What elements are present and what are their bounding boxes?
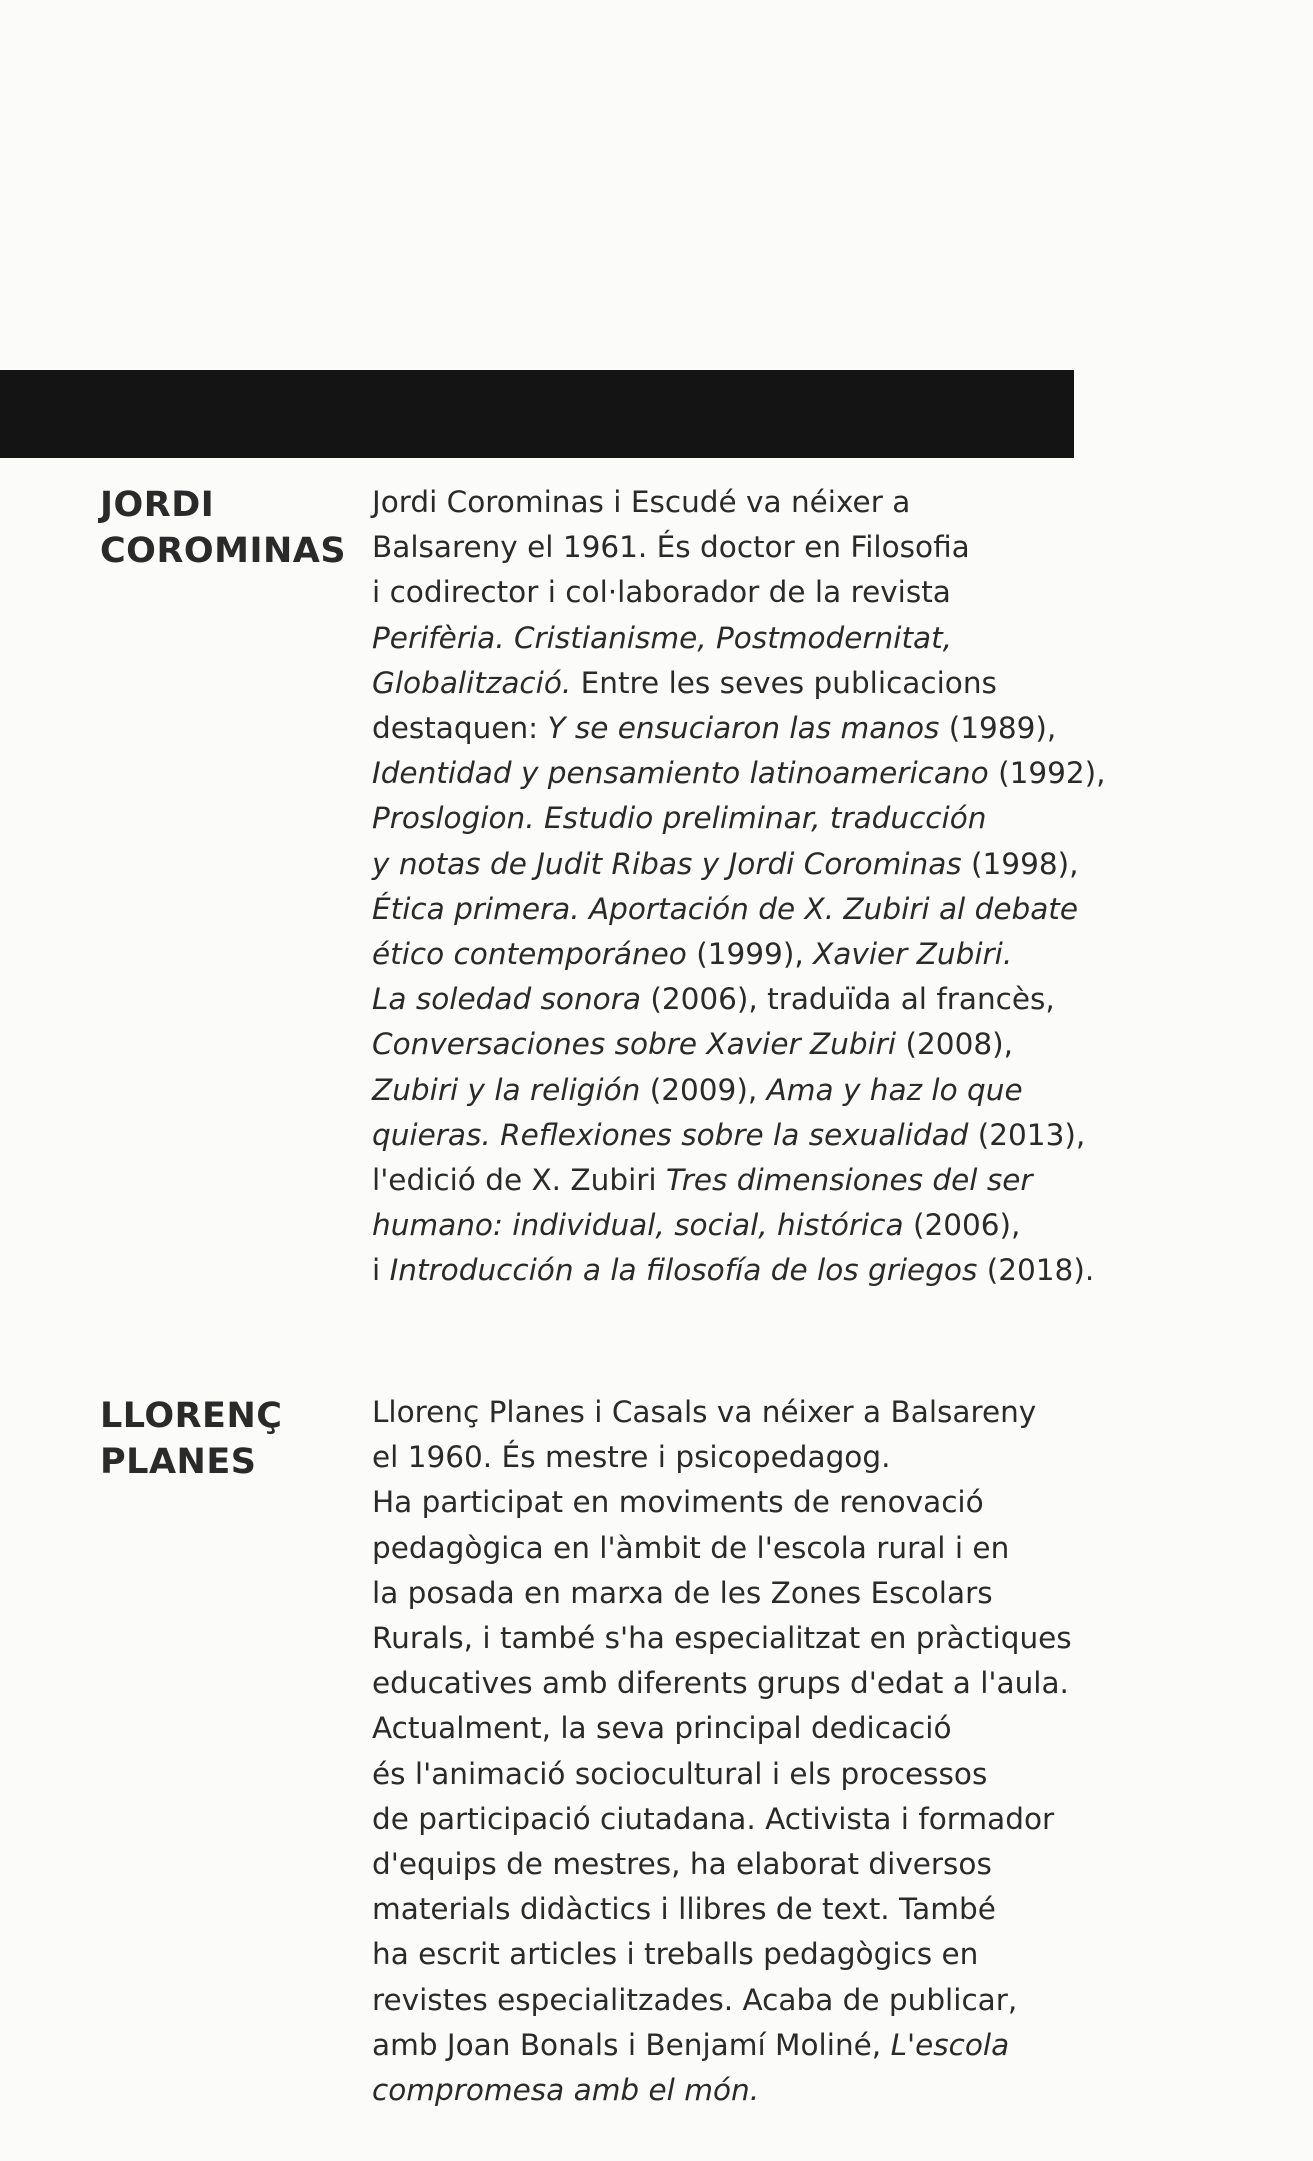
bio-italic-text: y notas de Judit Ribas y Jordi Corominas: [372, 846, 962, 881]
bio-italic-text: Proslogion. Estudio preliminar, traducción: [372, 801, 987, 836]
bio-line: [372, 1435, 1112, 1480]
bio-line: [372, 751, 1112, 796]
bio-text: (2018).: [977, 1253, 1095, 1288]
bio-italic-text: Zubiri y la religión: [372, 1072, 641, 1107]
bio-italic-text: Ama y haz lo que: [766, 1072, 1023, 1107]
bio-line: [372, 1248, 1112, 1293]
bio-italic-text: ético contemporáneo: [372, 937, 687, 972]
bio-text: Balsareny el 1961. És doctor en Filosofia: [372, 530, 970, 565]
bio-text: (1999),: [686, 937, 814, 972]
bio-italic-text: Globalització.: [372, 665, 572, 700]
bio-text: ha escrit articles i treballs pedagògics en: [372, 1937, 979, 1972]
bio-text: revistes especialitzades. Acaba de publicar,: [372, 1982, 1018, 2017]
bio-line: [372, 1842, 1112, 1887]
bio-italic-text: quieras. Reflexiones sobre la sexualidad: [372, 1117, 969, 1152]
bio-italic-text: Introducción a la filosofía de los griegos: [389, 1253, 978, 1288]
bio-line: [372, 480, 1112, 525]
bio-text: i codirector i col·laborador de la revista: [372, 575, 951, 610]
bio-text: (2006), traduïda al francès,: [640, 982, 1055, 1017]
bio-text: materials didàctics i llibres de text. També: [372, 1892, 996, 1927]
bio-italic-text: compromesa amb el món.: [372, 2073, 760, 2108]
bio-line: [372, 2023, 1112, 2068]
bio-line: [372, 1158, 1112, 1203]
bio-text: (1989),: [939, 711, 1057, 746]
bio-text: de participació ciutadana. Activista i formador: [372, 1801, 1055, 1836]
bio-italic-text: Perifèria. Cristianisme, Postmodernitat,: [372, 620, 953, 655]
bio-text: la posada en marxa de les Zones Escolars: [372, 1575, 993, 1610]
bio-italic-text: Y se ensuciaron las manos: [547, 711, 940, 746]
bio-line: [372, 2068, 1112, 2113]
bio-line: [372, 1390, 1112, 1435]
bio-line: [372, 977, 1112, 1022]
bio-text: (2009),: [640, 1072, 767, 1107]
bio-text: el 1960. És mestre i psicopedagog.: [372, 1440, 891, 1475]
bio-line: [372, 1480, 1112, 1525]
bio-line: [372, 1706, 1112, 1751]
bio-line: [372, 1797, 1112, 1842]
bio-italic-text: Identidad y pensamiento latinoamericano: [372, 756, 989, 791]
bio-line: [372, 1113, 1112, 1158]
bio-text: educatives amb diferents grups d'edat a l'aula.: [372, 1666, 1069, 1701]
author-last-name: PLANES: [100, 1442, 257, 1482]
bio-italic-text: La soledad sonora: [372, 982, 641, 1017]
bio-text: (2008),: [896, 1027, 1013, 1062]
bio-text: pedagògica en l'àmbit de l'escola rural i en: [372, 1530, 1010, 1565]
bio-line: [372, 1661, 1112, 1706]
bio-italic-text: Xavier Zubiri.: [813, 937, 1013, 972]
bio-text: (1998),: [961, 846, 1079, 881]
bio-line: [372, 1752, 1112, 1797]
bio-line: [372, 932, 1112, 977]
bio-text: destaquen:: [372, 711, 548, 746]
bio-text: Jordi Corominas i Escudé va néixer a: [372, 485, 911, 519]
bio-line: [372, 525, 1112, 570]
bio-line: [372, 796, 1112, 841]
bio-line: [372, 1978, 1112, 2023]
bio-text: (2013),: [968, 1117, 1086, 1152]
author-bio-corominas: [372, 480, 1112, 1294]
bio-line: [372, 1526, 1112, 1571]
author-first-name: JORDI: [100, 485, 215, 525]
bio-text: amb Joan Bonals i Benjamí Moliné,: [372, 2027, 891, 2062]
bio-line: [372, 842, 1112, 887]
author-bio-planes: [372, 1390, 1112, 2113]
bio-text: (2006),: [903, 1208, 1021, 1243]
bio-text: Entre les seves publicacions: [571, 665, 997, 700]
bio-text: Llorenç Planes i Casals va néixer a Balsareny: [372, 1395, 1037, 1429]
bio-italic-text: Tres dimensiones del ser: [665, 1163, 1033, 1198]
bio-line: [372, 570, 1112, 615]
bio-line: [372, 887, 1112, 932]
bio-italic-text: Conversaciones sobre Xavier Zubiri: [372, 1027, 897, 1062]
bio-italic-text: L'escola: [890, 2027, 1010, 2062]
author-last-name: COROMINAS: [100, 531, 347, 571]
author-name-planes: [100, 1393, 282, 1485]
bio-line: [372, 1068, 1112, 1113]
bio-italic-text: Ética primera. Aportación de X. Zubiri al debate: [372, 891, 1079, 926]
bio-text: Ha participat en moviments de renovació: [372, 1485, 984, 1520]
header-black-bar: [0, 370, 1074, 458]
bio-text: d'equips de mestres, ha elaborat diversos: [372, 1847, 992, 1882]
bio-line: [372, 1022, 1112, 1067]
bio-italic-text: humano: individual, social, histórica: [372, 1208, 904, 1243]
bio-line: [372, 1203, 1112, 1248]
bio-line: [372, 1616, 1112, 1661]
bio-text: l'edició de X. Zubiri: [372, 1163, 666, 1198]
author-name-corominas: [100, 482, 346, 574]
bio-text: (1992),: [988, 756, 1106, 791]
bio-line: [372, 616, 1112, 661]
bio-text: Actualment, la seva principal dedicació: [372, 1711, 952, 1746]
bio-line: [372, 1571, 1112, 1616]
author-first-name: LLORENÇ: [100, 1396, 283, 1436]
bio-line: [372, 706, 1112, 751]
bio-text: Rurals, i també s'ha especialitzat en pràctiques: [372, 1621, 1072, 1656]
bio-line: [372, 661, 1112, 706]
bio-text: i: [372, 1253, 390, 1288]
bio-line: [372, 1932, 1112, 1977]
bio-line: [372, 1887, 1112, 1932]
bio-text: és l'animació sociocultural i els processos: [372, 1756, 988, 1791]
